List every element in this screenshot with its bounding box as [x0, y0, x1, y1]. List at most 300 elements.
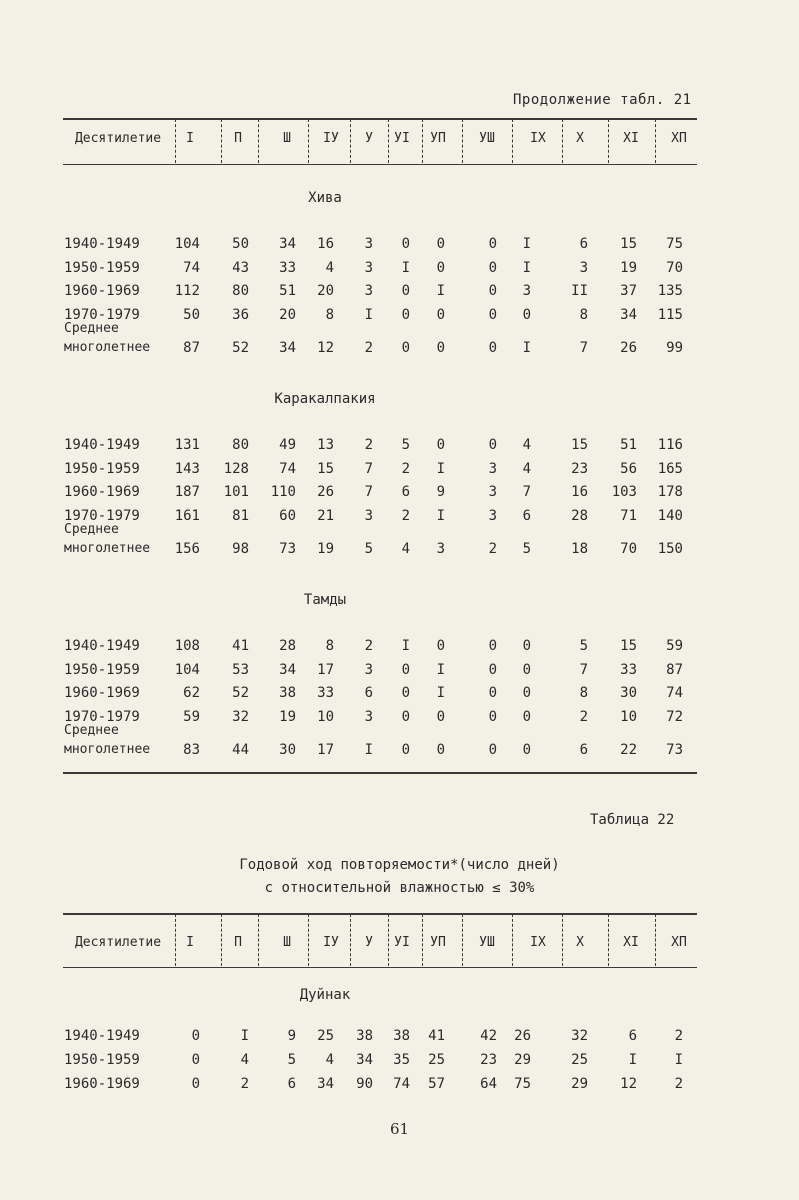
- table-cell: 178: [657, 484, 683, 500]
- table-cell: 19: [279, 708, 296, 725]
- table-cell: 52: [232, 685, 249, 701]
- table-cell: 2: [240, 1076, 249, 1092]
- table-cell: 38: [356, 1028, 373, 1044]
- header-column-separator: [221, 914, 222, 966]
- table-cell: 0: [488, 306, 497, 323]
- section-heading: Дуйнак: [299, 987, 351, 1003]
- table21-header-rule: [63, 164, 697, 165]
- header-column-separator: [512, 119, 513, 163]
- table-cell: 6: [522, 507, 531, 524]
- table-cell: 3: [364, 283, 373, 299]
- table-cell: 0: [401, 340, 410, 356]
- table-cell: 70: [666, 259, 683, 276]
- table-cell: 74: [279, 460, 296, 477]
- row-label: многолетнее: [64, 541, 151, 556]
- row-label: 1940-1949: [64, 437, 140, 453]
- table-cell: 36: [232, 306, 249, 323]
- header-cell-month: УШ: [479, 131, 495, 146]
- table-cell: I: [364, 306, 373, 323]
- table-cell: 87: [666, 661, 683, 678]
- table-cell: 187: [174, 484, 200, 500]
- table-cell: 0: [488, 638, 497, 654]
- section-heading: Каракалпакия: [274, 391, 376, 407]
- table-cell: 156: [174, 541, 200, 557]
- table-cell: 16: [317, 236, 334, 252]
- header-cell-decade: Десятилетие: [74, 935, 162, 950]
- table-cell: 30: [620, 685, 637, 701]
- table-cell: 19: [620, 259, 637, 276]
- table-cell: 25: [428, 1052, 445, 1068]
- table-cell: 3: [488, 460, 497, 477]
- table-cell: 6: [287, 1076, 296, 1092]
- header-column-separator: [388, 914, 389, 966]
- table-cell: 0: [401, 742, 410, 758]
- table-cell: 0: [401, 708, 410, 725]
- table-cell: 8: [579, 685, 588, 701]
- header-column-separator: [562, 119, 563, 163]
- table-cell: 0: [401, 236, 410, 252]
- table-cell: 3: [364, 661, 373, 678]
- table-cell: 5: [522, 541, 531, 557]
- table-cell: 5: [401, 437, 410, 453]
- table-cell: 0: [401, 306, 410, 323]
- table-cell: 59: [666, 638, 683, 654]
- table-cell: 74: [393, 1076, 410, 1092]
- header-column-separator: [462, 914, 463, 966]
- table-cell: 0: [522, 306, 531, 323]
- table-cell: 0: [401, 283, 410, 299]
- table-cell: I: [240, 1028, 249, 1044]
- header-cell-month: Ш: [283, 935, 291, 950]
- table22-caption-line2: с относительной влажностью ≤ 30%: [264, 880, 535, 896]
- table-cell: 23: [480, 1052, 497, 1068]
- table-cell: 43: [232, 259, 249, 276]
- table-cell: 17: [317, 661, 334, 678]
- section-heading: Хива: [308, 190, 342, 206]
- table-cell: 23: [571, 460, 588, 477]
- table-cell: 10: [317, 708, 334, 725]
- table-cell: 2: [364, 340, 373, 356]
- page-number: 61: [389, 1120, 410, 1138]
- table-cell: 116: [657, 437, 683, 453]
- table-cell: 83: [183, 742, 200, 758]
- table-cell: 15: [317, 460, 334, 477]
- header-cell-month: I: [186, 131, 194, 146]
- row-label: 1970-1979: [64, 708, 140, 725]
- table-cell: 2: [401, 507, 410, 524]
- table-cell: 2: [674, 1028, 683, 1044]
- table-cell: 15: [571, 437, 588, 453]
- table-cell: 70: [620, 541, 637, 557]
- header-cell-month: XI: [623, 935, 639, 950]
- table-cell: 25: [571, 1052, 588, 1068]
- table-cell: 98: [232, 541, 249, 557]
- header-column-separator: [462, 119, 463, 163]
- table-cell: 41: [232, 638, 249, 654]
- table-cell: II: [571, 283, 588, 299]
- table-cell: 74: [183, 259, 200, 276]
- table-cell: 26: [620, 340, 637, 356]
- table-cell: 20: [317, 283, 334, 299]
- table-cell: 80: [232, 437, 249, 453]
- header-column-separator: [608, 914, 609, 966]
- table-cell: 161: [174, 507, 200, 524]
- table-cell: 115: [657, 306, 683, 323]
- table-cell: 28: [571, 507, 588, 524]
- table-cell: 0: [436, 306, 445, 323]
- table-cell: 17: [317, 742, 334, 758]
- table-cell: 131: [174, 437, 200, 453]
- table-cell: 6: [401, 484, 410, 500]
- table-cell: 33: [620, 661, 637, 678]
- header-cell-month: У: [365, 131, 373, 146]
- row-label: 1960-1969: [64, 283, 140, 299]
- table-cell: 38: [393, 1028, 410, 1044]
- table-cell: 3: [488, 484, 497, 500]
- row-label: многолетнее: [64, 742, 151, 757]
- row-label: 1960-1969: [64, 484, 140, 500]
- table-cell: 0: [488, 685, 497, 701]
- table-cell: 7: [579, 661, 588, 678]
- table21-bottom-rule: [63, 772, 697, 774]
- table-cell: 53: [232, 661, 249, 678]
- table-cell: I: [628, 1052, 637, 1068]
- table-cell: 26: [317, 484, 334, 500]
- table-cell: 6: [628, 1028, 637, 1044]
- table-cell: 2: [364, 638, 373, 654]
- table-cell: 0: [191, 1076, 200, 1092]
- table-cell: I: [401, 638, 410, 654]
- table-cell: 4: [401, 541, 410, 557]
- header-column-separator: [422, 119, 423, 163]
- table-cell: 4: [522, 460, 531, 477]
- header-column-separator: [562, 914, 563, 966]
- table-cell: 5: [579, 638, 588, 654]
- table-cell: 6: [364, 685, 373, 701]
- table-cell: I: [364, 742, 373, 758]
- table-cell: 0: [522, 638, 531, 654]
- table-cell: 9: [436, 484, 445, 500]
- header-column-separator: [512, 914, 513, 966]
- table-cell: 3: [364, 507, 373, 524]
- table-cell: 7: [522, 484, 531, 500]
- table-cell: I: [436, 283, 445, 299]
- table-cell: 0: [488, 283, 497, 299]
- header-cell-month: УШ: [479, 935, 495, 950]
- header-cell-month: Ш: [283, 131, 291, 146]
- header-cell-month: УП: [430, 935, 446, 950]
- table-cell: 19: [317, 541, 334, 557]
- table-cell: 0: [522, 661, 531, 678]
- table-cell: 3: [436, 541, 445, 557]
- header-cell-month: У: [365, 935, 373, 950]
- table-cell: 62: [183, 685, 200, 701]
- table-cell: 0: [436, 638, 445, 654]
- row-label: 1950-1959: [64, 259, 140, 276]
- table-cell: 110: [270, 484, 296, 500]
- table-cell: 15: [620, 638, 637, 654]
- table-cell: 34: [279, 236, 296, 252]
- table-cell: 6: [579, 742, 588, 758]
- table-cell: 87: [183, 340, 200, 356]
- table-cell: 104: [174, 661, 200, 678]
- table-cell: 21: [317, 507, 334, 524]
- header-cell-month: УI: [394, 131, 410, 146]
- header-cell-month: IУ: [323, 935, 339, 950]
- table-cell: 0: [488, 661, 497, 678]
- table-cell: 80: [232, 283, 249, 299]
- row-label: многолетнее: [64, 340, 151, 355]
- row-label: 1950-1959: [64, 460, 140, 477]
- table-cell: 0: [522, 708, 531, 725]
- header-cell-month: П: [234, 935, 242, 950]
- table-cell: 128: [223, 460, 249, 477]
- table-cell: 12: [620, 1076, 637, 1092]
- table-cell: 73: [666, 742, 683, 758]
- table-cell: 18: [571, 541, 588, 557]
- table-cell: 150: [657, 541, 683, 557]
- table-cell: 51: [620, 437, 637, 453]
- table-cell: 8: [325, 638, 334, 654]
- table-cell: 7: [364, 460, 373, 477]
- table-cell: 34: [279, 340, 296, 356]
- table-cell: I: [436, 661, 445, 678]
- table-cell: 8: [325, 306, 334, 323]
- row-label: 1970-1979: [64, 306, 140, 323]
- table-cell: 10: [620, 708, 637, 725]
- table-cell: 0: [522, 685, 531, 701]
- header-column-separator: [350, 914, 351, 966]
- header-cell-decade: Десятилетие: [74, 131, 162, 146]
- table-cell: 0: [401, 661, 410, 678]
- table-cell: 2: [579, 708, 588, 725]
- table-cell: 104: [174, 236, 200, 252]
- table-cell: 50: [232, 236, 249, 252]
- table-cell: 4: [325, 259, 334, 276]
- table-cell: 74: [666, 685, 683, 701]
- table-cell: 28: [279, 638, 296, 654]
- table-cell: 34: [279, 661, 296, 678]
- table-cell: 140: [657, 507, 683, 524]
- table-cell: 13: [317, 437, 334, 453]
- table-cell: 0: [436, 708, 445, 725]
- table-cell: 90: [356, 1076, 373, 1092]
- table-cell: 101: [223, 484, 249, 500]
- table-cell: 34: [620, 306, 637, 323]
- table-cell: 0: [488, 259, 497, 276]
- table-cell: 75: [514, 1076, 531, 1092]
- table-cell: 6: [579, 236, 588, 252]
- section-heading: Тамды: [303, 592, 347, 608]
- table-cell: 8: [579, 306, 588, 323]
- table-cell: 41: [428, 1028, 445, 1044]
- table-cell: 0: [488, 437, 497, 453]
- table-cell: 0: [191, 1052, 200, 1068]
- table-cell: 30: [279, 742, 296, 758]
- table-cell: 26: [514, 1028, 531, 1044]
- table-cell: 3: [364, 708, 373, 725]
- table-cell: 108: [174, 638, 200, 654]
- header-column-separator: [608, 119, 609, 163]
- header-column-separator: [422, 914, 423, 966]
- table-cell: 5: [287, 1052, 296, 1068]
- header-cell-month: П: [234, 131, 242, 146]
- table-cell: 34: [317, 1076, 334, 1092]
- table-cell: 15: [620, 236, 637, 252]
- table-cell: 2: [364, 437, 373, 453]
- row-label: 1950-1959: [64, 661, 140, 678]
- table22-title: Таблица 22: [590, 812, 675, 828]
- table-cell: 52: [232, 340, 249, 356]
- table-cell: 59: [183, 708, 200, 725]
- header-cell-month: УI: [394, 935, 410, 950]
- table-cell: 32: [571, 1028, 588, 1044]
- header-cell-month: XП: [671, 935, 687, 950]
- table-cell: 29: [571, 1076, 588, 1092]
- header-column-separator: [388, 119, 389, 163]
- table-cell: 7: [364, 484, 373, 500]
- table-cell: 4: [240, 1052, 249, 1068]
- table-cell: 99: [666, 340, 683, 356]
- table-cell: 25: [317, 1028, 334, 1044]
- table-cell: 0: [488, 236, 497, 252]
- table-cell: 20: [279, 306, 296, 323]
- table-cell: 5: [364, 541, 373, 557]
- table-cell: 112: [174, 283, 200, 299]
- table-cell: 32: [232, 708, 249, 725]
- header-column-separator: [655, 914, 656, 966]
- table-cell: 2: [488, 541, 497, 557]
- table-cell: 57: [428, 1076, 445, 1092]
- table-cell: I: [522, 236, 531, 252]
- header-column-separator: [175, 914, 176, 966]
- table-cell: 56: [620, 460, 637, 477]
- table-cell: 0: [436, 437, 445, 453]
- table-cell: 3: [579, 259, 588, 276]
- header-column-separator: [308, 914, 309, 966]
- table-cell: 75: [666, 236, 683, 252]
- table-cell: 4: [325, 1052, 334, 1068]
- table-cell: I: [522, 259, 531, 276]
- table-cell: 103: [611, 484, 637, 500]
- header-cell-month: I: [186, 935, 194, 950]
- table21-continuation-title: Продолжение табл. 21: [513, 92, 692, 108]
- row-label: 1960-1969: [64, 685, 140, 701]
- header-cell-month: IX: [530, 131, 546, 146]
- header-column-separator: [655, 119, 656, 163]
- table22-header-rule: [63, 967, 697, 968]
- table-cell: I: [436, 507, 445, 524]
- header-cell-month: XI: [623, 131, 639, 146]
- table-cell: 60: [279, 507, 296, 524]
- table-cell: 9: [287, 1028, 296, 1044]
- table-cell: 71: [620, 507, 637, 524]
- table22-caption-line1: Годовой ход повторяемости*(число дней): [239, 857, 560, 873]
- table-cell: 0: [436, 236, 445, 252]
- table-cell: 44: [232, 742, 249, 758]
- table21-top-rule: [63, 118, 697, 120]
- row-label: 1940-1949: [64, 1028, 140, 1044]
- table-cell: 3: [364, 236, 373, 252]
- table-cell: I: [674, 1052, 683, 1068]
- table-cell: 22: [620, 742, 637, 758]
- table-cell: 51: [279, 283, 296, 299]
- table-cell: 3: [364, 259, 373, 276]
- row-label: 1960-1969: [64, 1076, 140, 1092]
- header-column-separator: [175, 119, 176, 163]
- header-column-separator: [308, 119, 309, 163]
- header-cell-month: X: [576, 131, 584, 146]
- table-cell: 64: [480, 1076, 497, 1092]
- header-cell-month: X: [576, 935, 584, 950]
- table-cell: 81: [232, 507, 249, 524]
- row-label: Среднее: [64, 723, 119, 738]
- row-label: Среднее: [64, 522, 119, 537]
- table-cell: 2: [674, 1076, 683, 1092]
- table-cell: 135: [657, 283, 683, 299]
- table-cell: 29: [514, 1052, 531, 1068]
- table-cell: 3: [488, 507, 497, 524]
- table-cell: 16: [571, 484, 588, 500]
- table-cell: I: [436, 460, 445, 477]
- table-cell: 50: [183, 306, 200, 323]
- table22-top-rule: [63, 913, 697, 915]
- row-label: 1970-1979: [64, 507, 140, 524]
- table-cell: 72: [666, 708, 683, 725]
- table-cell: 0: [401, 685, 410, 701]
- table-cell: 12: [317, 340, 334, 356]
- table-cell: 33: [279, 259, 296, 276]
- table-cell: 0: [488, 742, 497, 758]
- table-cell: 0: [488, 708, 497, 725]
- table-cell: 37: [620, 283, 637, 299]
- table-cell: 42: [480, 1028, 497, 1044]
- row-label: 1940-1949: [64, 638, 140, 654]
- table-cell: 3: [522, 283, 531, 299]
- table-cell: I: [436, 685, 445, 701]
- table-cell: I: [522, 340, 531, 356]
- table-cell: 4: [522, 437, 531, 453]
- table-cell: 7: [579, 340, 588, 356]
- table-cell: 0: [522, 742, 531, 758]
- table-cell: 0: [436, 259, 445, 276]
- table-cell: 0: [436, 742, 445, 758]
- table-cell: 35: [393, 1052, 410, 1068]
- header-column-separator: [258, 119, 259, 163]
- row-label: 1950-1959: [64, 1052, 140, 1068]
- table-cell: 0: [191, 1028, 200, 1044]
- table-cell: 33: [317, 685, 334, 701]
- header-cell-month: УП: [430, 131, 446, 146]
- row-label: Среднее: [64, 321, 119, 336]
- table-cell: I: [401, 259, 410, 276]
- table-cell: 73: [279, 541, 296, 557]
- header-cell-month: IУ: [323, 131, 339, 146]
- row-label: 1940-1949: [64, 236, 140, 252]
- table-cell: 0: [488, 340, 497, 356]
- table-cell: 165: [657, 460, 683, 477]
- header-cell-month: XП: [671, 131, 687, 146]
- header-column-separator: [258, 914, 259, 966]
- table-cell: 49: [279, 437, 296, 453]
- header-column-separator: [221, 119, 222, 163]
- table-cell: 34: [356, 1052, 373, 1068]
- table-cell: 143: [174, 460, 200, 477]
- table-cell: 2: [401, 460, 410, 477]
- header-column-separator: [350, 119, 351, 163]
- table-cell: 38: [279, 685, 296, 701]
- table-cell: 0: [436, 340, 445, 356]
